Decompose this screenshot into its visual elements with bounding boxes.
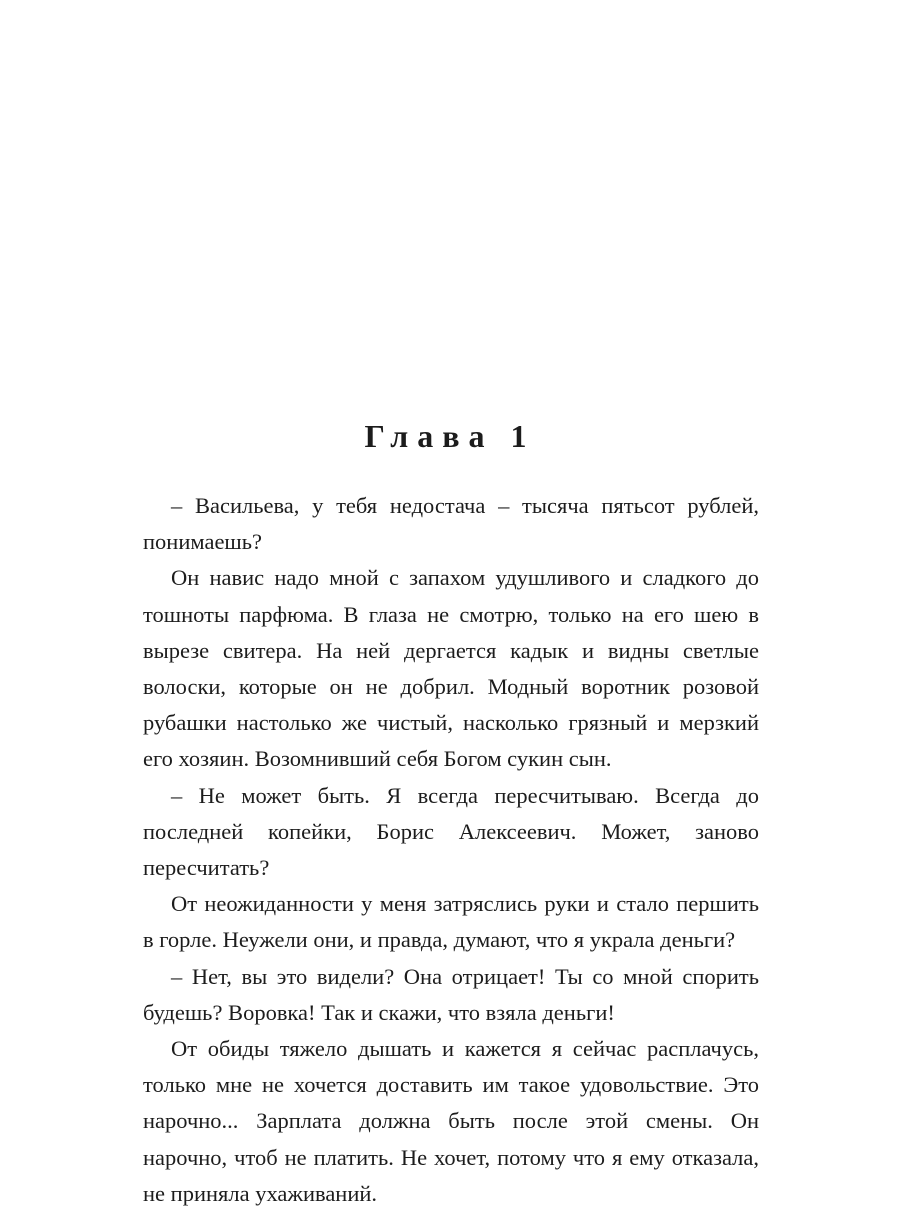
chapter-body: [143, 488, 759, 1212]
paragraph: – Васильева, у тебя недостача – тысяча пятьсот рублей, понимаешь?: [143, 493, 759, 555]
paragraph: От неожиданности у меня затряслись руки и стало першить в горле. Неужели они, и правда, думают, что я украла деньги?: [143, 891, 759, 953]
paragraph: От обиды тяжело дышать и кажется я сейчас расплачусь, только мне не хочется доставить им такое удовольствие. Это нарочно... Зарплата должна быть после этой смены. Он нарочно, чтоб не платить. Не хочет, потому что я ему отказала, не приняла ухаживаний.: [143, 1036, 759, 1206]
paragraph: – Нет, вы это видели? Она отрицает! Ты со мной спорить будешь? Воровка! Так и скажи, что взяла деньги!: [143, 963, 759, 1025]
paragraph: Он навис надо мной с запахом удушливого и сладкого до тошноты парфюма. В глаза не смотрю, только на его шею в вырезе свитера. На ней дергается кадык и видны светлые волоски, которые он не добрил. Модный воротник розовой рубашки настолько же чистый, насколько грязный и мерзкий его хозяин. Возомнивший себя Богом сукин сын.: [143, 565, 759, 772]
chapter-title: Глава 1: [364, 418, 536, 454]
paragraph: – Не может быть. Я всегда пересчитываю. Всегда до последней копейки, Борис Алексеевич. Может, заново пересчитать?: [143, 782, 759, 881]
